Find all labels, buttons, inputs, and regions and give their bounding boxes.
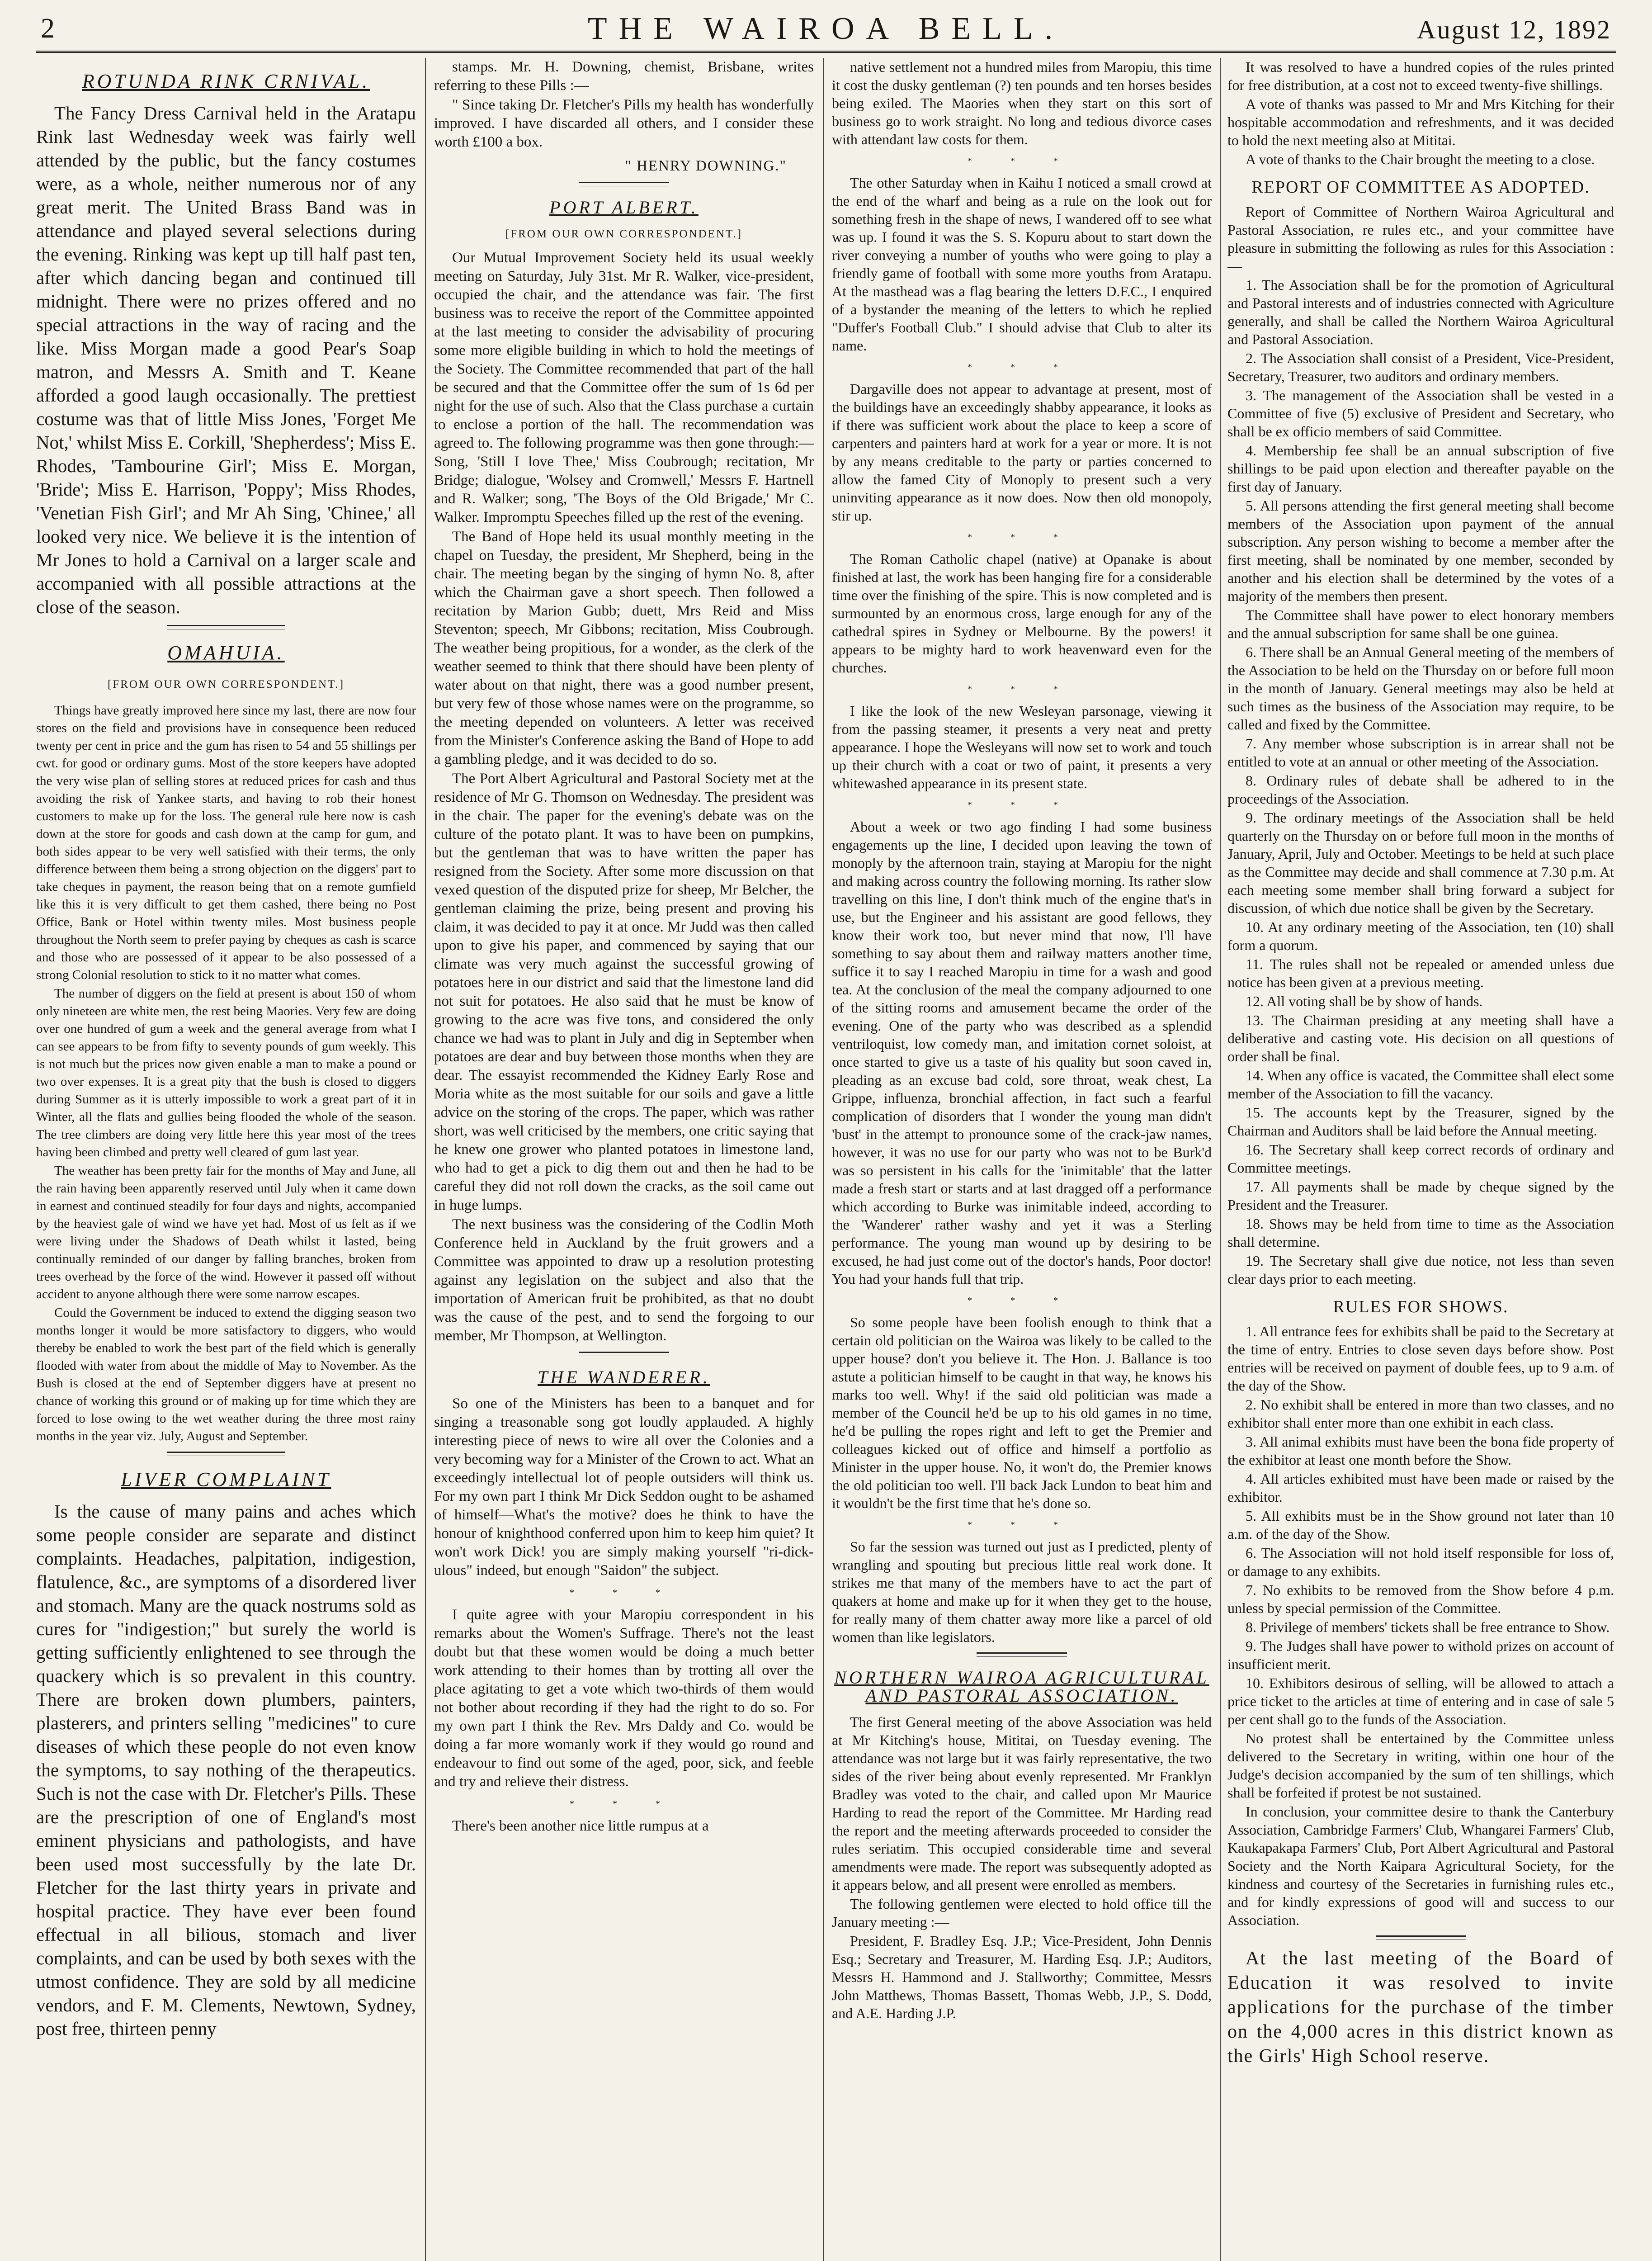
- column-1: [36, 58, 416, 2261]
- shows-heading: RULES FOR SHOWS.: [1333, 1297, 1509, 1316]
- article-paragraph: The Band of Hope held its usual monthly meeting in the chapel on Tuesday, the president, Mr Shepherd, being in the chair. The meeting began by the singing of hymn No. 8, after which the Chairman gave a short speech. Then followed a recitation by Marion Gubb; duett, Mrs Reid and Miss Steventon; speech, Mr Gibbons; recitation, Miss Coubrough. The weather being propitious, for a wonder, as the clerk of the weather seemed to think that there should have been plenty of water about on that night, there was a good number present, but very few of those whose names were on the programme, so the meeting depended on volunteers. A letter was received from the Minister's Conference asking the Band of Hope to add a gambling pledge, and it was decided to do so.: [434, 529, 814, 767]
- section-separator: * * *: [968, 156, 1076, 166]
- rule-item: 19. The Secretary shall give due notice, not less than seven clear days prior to each meeting.: [1227, 1253, 1614, 1287]
- section-ornament: [977, 1652, 1067, 1657]
- rule-item: 8. Privilege of members' tickets shall be free entrance to Show.: [1246, 1619, 1610, 1635]
- page-number: 2: [41, 13, 55, 44]
- rule-item: 2. The Association shall consist of a President, Vice-President, Secretary, Treasurer, two auditors and ordinary members.: [1227, 350, 1614, 384]
- section-ornament: [579, 182, 669, 186]
- rule-item: The Committee shall have power to elect honorary members and the annual subscription for same shall be one guinea.: [1227, 607, 1614, 641]
- section-separator: * * *: [570, 1799, 678, 1809]
- rule-item: 16. The Secretary shall keep correct records of ordinary and Committee meetings.: [1227, 1141, 1614, 1176]
- article-paragraph: About a week or two ago finding I had some business engagements up the line, I decided upon leaving the town of monoply by the afternoon train, staying at Maropiu for the night and making across country the following morning. Its rather slow travelling on this line, I don't think much of the engine that's in use, but the Engineer and his assistant are good fellows, they know their work too, but never mind that now, I'll have something to say about them and railway matters another time, suffice it to say I reached Maropiu in time for a wash and good tea. At the conclusion of the meal the company adjourned to one of the sitting rooms and amusement became the order of the evening. One of the party who was described as a splendid ventriloquist, low comedy man, and imitation cornet soloist, at once started to give us a taste of his quality but soon caved in, pleading as an excuse bad cold, sore throat, weak chest, La Grippe, influenza, bronchial affection, in fact such a fearful complication of disorders that I wonder the young man didn't 'bust' in the attempt to pronounce some of the crack-jaw names, however, it was no use for our party who was not to be Burk'd was so persistent in his calls for the 'inimitable' that the latter made a fresh start or starts and at last dragged off a performance which according to Burke was inimitable indeed, according to the 'Wanderer' rather washy and yet it was a Sterling performance. The young man wound up by desiring to be excused, he had just come out of the doctor's hands, Poor doctor! You had your hands full that trip.: [832, 818, 1212, 1287]
- rule-item: 7. No exhibits to be removed from the Show before 4 p.m. unless by special permission of the Committee.: [1227, 1582, 1614, 1616]
- correspondent-byline: [FROM OUR OWN CORRESPONDENT.]: [505, 228, 743, 240]
- article-paragraph: I quite agree with your Maropiu correspondent in his remarks about the Women's Suffrage. There's not the least doubt but that these women would be doing a much better work attending to their homes than by trotting all over the place agitating to get a vote which two-thirds of them would not bother about recording if they had the right to do so. For my own part I think the Rev. Mrs Daldy and Co. would be doing a far more womanly work if they would go round and endeavour to find out some of the aged, poor, sick, and feeble and try and relieve their distress.: [434, 1607, 814, 1790]
- newspaper-title: THE WAIROA BELL.: [587, 11, 1065, 46]
- article-paragraph: So one of the Ministers has been to a banquet and for singing a treasonable song got loudly applauded. A highly interesting piece of news to wire all over the Colonies and a very becoming way for a Minister of the Crown to act. What an exceedingly intellectual lot of people outsiders will think us. For my own part I think Mr Dick Seddon ought to be ashamed of himself—What's the motive? does he think to have the honour of knighthood conferred upon him to keep him quiet? It won't work Dick! you are simply making yourself "ri-dick-ulous" indeed, but enough "Saidon" the subject.: [434, 1395, 814, 1579]
- rule-item: 2. No exhibit shall be entered in more than two classes, and no exhibitor shall enter more than one exhibit in each class.: [1227, 1396, 1614, 1431]
- report-heading: REPORT OF COMMITTEE AS ADOPTED.: [1251, 178, 1590, 197]
- rule-item: 8. Ordinary rules of debate shall be adhered to in the proceedings of the Association.: [1227, 772, 1614, 807]
- section-separator: * * *: [968, 800, 1076, 810]
- article-paragraph: A vote of thanks to the Chair brought the meeting to a close.: [1246, 151, 1595, 167]
- rule-item: 1. The Association shall be for the promotion of Agricultural and Pastoral interests and of industries connected with Agriculture generally, and shall be called the Northern Wairoa Agricultural and Pastoral Association.: [1227, 277, 1614, 347]
- article-paragraph: The other Saturday when in Kaihu I noticed a small crowd at the end of the wharf and being as a rule on the look out for something fresh in the shape of news, I wandered off to see what was up. I found it was the S. S. Kopuru about to start down the river conveying a number of youths who were going to play a friendly game of football with some more youths from Aratapu. At the masthead was a flag bearing the letters D.F.C., I enquired of a bystander the meaning of the letters to which he replied "Duffer's Football Club." I should advise that Club to alter its name.: [832, 175, 1212, 354]
- rule-item: 6. There shall be an Annual General meeting of the members of the Association to be held on the Thursday on or before full moon in the month of January. General meetings may also be held at such times as the business of the Association may require, to be called and fixed by the Committee.: [1227, 644, 1614, 733]
- article-paragraph: The Roman Catholic chapel (native) at Opanake is about finished at last, the work has been hanging fire for a considerable time over the finishing of the spire. This is now completed and is surmounted by an enormous cross, large enough for any of the cathedral spires in Sydney or Melbourne. By the powers! it appears to be mighty hard to work heavenward even for the churches.: [832, 551, 1212, 676]
- article-paragraph: stamps. Mr. H. Downing, chemist, Brisbane, writes referring to these Pills :—: [434, 59, 814, 94]
- rule-item: 3. All animal exhibits must have been the bona fide property of the exhibitor at least one month before the Show.: [1227, 1433, 1614, 1468]
- section-separator: * * *: [968, 1296, 1076, 1306]
- rule-item: 17. All payments shall be made by cheque signed by the President and the Treasurer.: [1227, 1178, 1614, 1213]
- rule-item: 15. The accounts kept by the Treasurer, signed by the Chairman and Auditors shall be laid before the Annual meeting.: [1227, 1104, 1614, 1139]
- rule-item: 18. Shows may be held from time to time as the Association shall determine.: [1227, 1216, 1614, 1250]
- section-separator: * * *: [968, 532, 1076, 542]
- masthead: [41, 10, 1611, 50]
- rule-item: No protest shall be entertained by the Committee unless delivered to the Secretary in writing, within one hour of the Judge's decision accompanied by the sum of ten shillings, which shall be forfeited if protest be not sustained.: [1227, 1730, 1614, 1801]
- rule-item: In conclusion, your committee desire to thank the Canterbury Association, Cambridge Farmers' Club, Whangarei Farmers' Club, Kaukapakapa Farmers' Club, Port Albert Agricultural and Pastoral Society and the North Kaipara Agricultural Society, for the kindness and courtesy of the Secretaries in furnishing rules etc., and for kindly expressions of good will and success to our Association.: [1227, 1803, 1614, 1928]
- correspondent-byline: [FROM OUR OWN CORRESPONDENT.]: [107, 678, 345, 691]
- report-paragraph: Report of Committee of Northern Wairoa Agricultural and Pastoral Association, re rules etc., and your committee have pleasure in submitting the following as rules for this Association :—: [1227, 203, 1614, 274]
- rule-item: 4. All articles exhibited must have been made or raised by the exhibitor.: [1227, 1471, 1614, 1505]
- article-heading-rotunda: ROTUNDA RINK CRNIVAL.: [82, 70, 370, 92]
- section-separator: * * *: [968, 684, 1076, 694]
- rule-item: 10. At any ordinary meeting of the Association, ten (10) shall form a quorum.: [1227, 919, 1614, 953]
- rule-item: 14. When any office is vacated, the Committee shall elect some member of the Association to fill the vacancy.: [1227, 1067, 1614, 1102]
- article-heading-port-albert: PORT ALBERT.: [549, 197, 699, 218]
- article-heading-liver: LIVER COMPLAINT: [121, 1468, 331, 1490]
- rule-item: 5. All persons attending the first general meeting shall become members of the Association upon payment of the annual subscription. Any person wishing to become a member after the first meeting, shall be nominated by one member, seconded by another and his election shall be determined by the votes of a majority of the members then present.: [1227, 497, 1614, 604]
- rule-item: 9. The Judges shall have power to withold prizes on account of insufficient merit.: [1227, 1638, 1614, 1672]
- masthead-rule: [36, 51, 1616, 53]
- article-paragraph: The next business was the considering of the Codlin Moth Conference held in Auckland by the fruit growers and a Committee was appointed to draw up a resolution protesting against any legislation on the subject and also that the importation of American fruit be prohibited, as that no doubt was the cause of the pest, and to send the forgoing to our member, Mr Thompson, at Wellington.: [434, 1216, 814, 1344]
- article-heading-agricultural-association: NORTHERN WAIROA AGRICULTURAL AND PASTORAL ASSOCIATION.: [834, 1667, 1209, 1706]
- article-paragraph: The Port Albert Agricultural and Pastoral Society met at the residence of Mr G. Thomson on Wednesday. The president was in the chair. The paper for the evening's debate was on the culture of the potato plant. It was to have been on pumpkins, but the gentleman that was to have written the paper has resigned from the Society. After some more discussion on that vexed question of the disputed prize for sheep, Mr Belcher, the gentleman claiming the prize, being present and proving his claim, it was decided to pay it at once. Mr Judd was then called upon to give his paper, and commenced by saying that our climate was very much against the successful growing of potatoes here in our district and said that the limestone land did not suit for potatoes. He also said that he must be know of growing to the acre was five tons, and considered the only chance we had was to plant in July and dig in September when potatoes are dear and buy between those months when they are dear. The essayist recommended the Kidney Early Rose and Moria white as the most suitable for our soils and gave a little advice on the storing of the crops. The paper, which was rather short, was well criticised by the members, one critic saying that he knew one grower who planted potatoes in limestone land, who had to get a pick to dig them out and then he had to be careful they did not roll down the cracks, as the soil came out in huge lumps.: [434, 771, 814, 1213]
- article-paragraph: Dargaville does not appear to advantage at present, most of the buildings have an exceedingly shabby appearance, it looks as if there was sufficient work about the place to keep a score of carpenters and painters hard at work for a year or more. It is not by any means creditable to the party or parties concerned to allow the famed City of Monoply to present such a very uninviting appearance as it now does. Now then old monopoly, stir up.: [832, 381, 1212, 524]
- rule-item: 1. All entrance fees for exhibits shall be paid to the Secretary at the time of entry. Entries to close seven days before show. Post entries will be received on payment of double fees, up to 9 a.m. of the day of the Show.: [1227, 1323, 1614, 1394]
- article-paragraph: Things have greatly improved here since my last, there are now four stores on the field and provisions have in consequence been reduced twenty per cent in price and the gum has risen to 54 and 55 shillings per cwt. for good or ordinary gums. Most of the store keepers have adopted the very wise plan of selling stores at reduced prices for cash and thus avoiding the risk of Yankee starts, and having to rob their honest customers to make up for the loss. The general rule here now is cash down at the store for goods and cash down at the camp for gum, and both sides appear to be very well satisfied with their terms, the only difference between them being a strong objection on the diggers' part to take cheques in payment, the reason being that on a remote gumfield like this it is very difficult to get them cashed, there being no Post Office, Bank or Hotel within twenty miles. Most business people throughout the North seem to prefer paying by cheques as cash is scarce and those who are possessed of it appear to be also possessed of a strong Colonial resolution to stick to it no matter what comes.: [36, 703, 416, 982]
- section-separator: * * *: [968, 1520, 1076, 1530]
- article-paragraph: President, F. Bradley Esq. J.P.; Vice-President, John Dennis Esq.; Secretary and Treasurer, M. Harding Esq. J.P.; Auditors, Messrs H. Hammond and J. Stallworthy; Committee, Messrs John Matthews, Thomas Bassett, Thomas Webb, J.P., S. Dodd, and A.E. Harding J.P.: [832, 1933, 1212, 2021]
- article-paragraph: I like the look of the new Wesleyan parsonage, viewing it from the passing steamer, it presents a very neat and pretty appearance. I hope the Wesleyans will now set to work and touch up their church with a coat or two of paint, it presents a very whitewashed appearance in its present state.: [832, 703, 1212, 791]
- rule-item: 6. The Association will not hold itself responsible for loss of, or damage to any exhibits.: [1227, 1545, 1614, 1579]
- rule-item: 7. Any member whose subscription is in arrear shall not be entitled to vote at an annual or other meeting of the Association.: [1227, 735, 1614, 770]
- rule-item: 9. The ordinary meetings of the Association shall be held quarterly on the Thursday on or before full moon in the months of January, April, July and October. Meetings to be held at such place as the Committee may decide and shall commence at 7.30 p.m. At each meeting some member shall bring forward a subject for discussion, of which due notice shall be given by the Secretary.: [1227, 809, 1614, 916]
- section-separator: * * *: [570, 1588, 678, 1598]
- article-heading-wanderer: THE WANDERER.: [538, 1367, 710, 1387]
- section-ornament: [167, 625, 285, 629]
- rule-item: 13. The Chairman presiding at any meeting shall have a deliberative and casting vote. His decision on all questions of order shall be final.: [1227, 1012, 1614, 1064]
- article-paragraph: The number of diggers on the field at present is about 150 of whom only nineteen are white men, the rest being Maories. Very few are doing over one hundred of gum a week and the general average from what I can see appears to be from fifty to seventy pounds of gum weekly. This is not much but the prices now given enable a man to make a pound or two over expenses. It is a great pity that the bush is closed to diggers during Summer as it is utterly impossible to work a great part of it in Winter, all the flats and gullies being flooded the whole of the season. The tree climbers are doing very little here this year most of the trees having been climbed and pretty well cleared of gum last year.: [36, 986, 416, 1159]
- testimonial-signature: " HENRY DOWNING.": [625, 158, 787, 174]
- column-3: [832, 58, 1212, 2261]
- column-divider: [425, 58, 426, 2261]
- rule-item: 4. Membership fee shall be an annual subscription of five shillings to be paid upon election and thereafter payable on the first day of January.: [1227, 442, 1614, 495]
- board-of-education-notice: At the last meeting of the Board of Education it was resolved to invite applications for the purchase of the timber on the 4,000 acres in this district known as the Girls' High School reserve.: [1227, 1948, 1614, 2067]
- section-ornament: [167, 1452, 285, 1456]
- article-paragraph: The first General meeting of the above Association was held at Mr Kitching's house, Mititai, on Tuesday evening. The attendance was not large but it was fairly representative, the two sides of the river being about evenly represented. Mr Franklyn Bradley was voted to the chair, and called upon Mr Maurice Harding to read the report of the Committee. Mr Harding read the report and the meeting afterwards proceeded to consider the rules seriatim. This occupied considerable time and several amendments were made. The report was subsequently adopted as it appears below, and all present were enrolled as members.: [832, 1714, 1212, 1893]
- article-paragraph: native settlement not a hundred miles from Maropiu, this time it cost the dusky gentleman (?) ten pounds and ten horses besides being exiled. The Maories when they start on this sort of business go to work straight. No long and tedious divorce cases with attendant law costs for them.: [832, 59, 1212, 147]
- rule-item: 10. Exhibitors desirous of selling, will be allowed to attach a price ticket to the articles at time of entering and in case of sale 5 per cent shall go to the funds of the Association.: [1227, 1675, 1614, 1727]
- article-paragraph: There's been another nice little rumpus at a: [452, 1818, 709, 1834]
- article-paragraph: Could the Government be induced to extend the digging season two months longer it would be more satisfactory to diggers, who would thereby be enabled to work the best part of the field which is generally flooded with water from about the middle of May to November. As the Bush is closed at the end of September diggers have at present no chance of working this ground or of making up for time which they are forced to lose owing to the wet weather during the three most rainy months in the year viz. July, August and September.: [36, 1306, 416, 1443]
- article-paragraph: The Fancy Dress Carnival held in the Aratapu Rink last Wednesday week was fairly well attended by the public, but the fancy costumes were, as a whole, neither numerous nor of any great merit. The United Brass Band was in attendance and played several selections during the evening. Rinking was kept up till half past ten, after which dancing began and continued till midnight. There were no prizes offered and no special attractions in the way of racing and the like. Miss Morgan made a good Pear's Soap matron, and Messrs A. Smith and T. Keane afforded a good laugh occasionally. The prettiest costume was that of little Miss Jones, 'Forget Me Not,' whilst Miss E. Corkill, 'Shepherdess'; Miss E. Rhodes, 'Tambourine Girl'; Miss E. Morgan, 'Bride'; Miss E. Harrison, 'Poppy'; Miss Rhodes, 'Venetian Fish Girl'; and Mr Ah Sing, 'Chinee,' all looked very nice. We believe it is the intention of Mr Jones to hold a Carnival on a larger scale and accompanied with all possible attractions at the close of the season.: [36, 103, 416, 617]
- article-paragraph: Is the cause of many pains and aches which some people consider are separate and distinct complaints. Headaches, palpitation, indigestion, flatulence, &c., are symptoms of a disordered liver and stomach. Many are the quack nostrums sold as cures for "indigestion;" but surely the world is getting sufficiently enlightened to see through the quackery which is so prevalent in this country. There are broken down plumbers, painters, plasterers, and printers selling "medicines" to cure diseases of which these people do not even know the symptoms, to say nothing of the therapeutics. Such is not the case with Dr. Fletcher's Pills. These are the prescription of one of England's most eminent physicians and pathologists, and have been used most successfully by the late Dr. Fletcher for the last thirty years in private and hospital practice. They have ever been found effectual in all bilious, stomach and liver complaints, and can be used by both sexes with the utmost confidence. They are sold by all medicine vendors, and F. M. Clements, Newtown, Sydney, post free, thirteen penny: [36, 1501, 416, 2039]
- section-ornament: [579, 1352, 669, 1356]
- section-ornament: [1376, 1935, 1466, 1940]
- article-paragraph: So far the session was turned out just as I predicted, plenty of wrangling and spouting but precious little real work done. It strikes me that many of the members have to act the part of quakers at home and make up for it when they get to the house, for really many of them chatter away more like a parcel of old women than like legislators.: [832, 1538, 1212, 1645]
- article-paragraph: The weather has been pretty fair for the months of May and June, all the rain having been apparently reserved until July when it came down in earnest and continued steadily for four days and nights, accompanied by the heaviest gale of wind we have yet had. Most of us felt as if we were living under the Shadows of Death whilst it lasted, being continually reminded of our danger by falling branches, broken from trees overhead by the force of the wind. However it passed off without accident to anyone although there were some narrow escapes.: [36, 1164, 416, 1301]
- section-separator: * * *: [968, 362, 1076, 372]
- article-paragraph: It was resolved to have a hundred copies of the rules printed for free distribution, at a cost not to exceed twenty-five shillings.: [1227, 59, 1614, 93]
- column-divider: [823, 58, 824, 2261]
- article-paragraph: The following gentlemen were elected to hold office till the January meeting :—: [832, 1896, 1212, 1930]
- rule-item: 5. All exhibits must be in the Show ground not later than 10 a.m. of the day of the Show.: [1227, 1508, 1614, 1542]
- article-heading-omahuia: OMAHUIA.: [167, 642, 285, 664]
- rule-item: 3. The management of the Association shall be vested in a Committee of five (5) exclusive of President and Secretary, who shall be ex officio members of said Committee.: [1227, 387, 1614, 440]
- rule-item: 12. All voting shall be by show of hands.: [1246, 993, 1483, 1009]
- column-4: [1227, 58, 1614, 2261]
- article-paragraph: A vote of thanks was passed to Mr and Mrs Kitching for their hospitable accommodation and refreshments, and it was decided to hold the next meeting also at Mititai.: [1227, 96, 1614, 148]
- rule-item: 11. The rules shall not be repealed or amended unless due notice has been given at a previous meeting.: [1227, 956, 1614, 990]
- column-divider: [1220, 58, 1221, 2261]
- article-paragraph: Our Mutual Improvement Society held its usual weekly meeting on Saturday, July 31st. Mr R. Walker, vice-president, occupied the chair, and the attendance was fair. The first business was to receive the report of the Committee appointed at the last meeting to consider the advisability of procuring some more eligible building in which to hold the meetings of the Society. The Committee recommended that part of the hall be secured and that the Committee offer the sum of 1s 6d per night for the use of such. Also that the Class purchase a curtain to enclose a portion of the hall. The recommendation was agreed to. The following programme was then gone through:—Song, 'Still I love Thee,' Miss Coubrough; recitation, Mr Bridge; dialogue, 'Wolsey and Cromwell,' Messrs F. Hartnell and R. Walker; song, 'The Boys of the Old Brigade,' Mr C. Walker. Impromptu Speeches filled up the rest of the evening.: [434, 250, 814, 525]
- issue-date: August 12, 1892: [1416, 15, 1611, 44]
- article-paragraph: So some people have been foolish enough to think that a certain old politician on the Wairoa was likely to be called to the upper house? don't you believe it. The Hon. J. Ballance is too astute a politician himself to be caught in that way, he knows his marks too well. Why! if the said old politician was made a member of the Council he'd be up to his old games in no time, he'd be pulling the ropes right and left to get the Premier and colleagues kicked out of office and himself a portfolio as Minister in the upper house. No, it won't do, the Premier knows the old politician too well. I'll back Jack Lundon to beat him and it wouldn't be the first time that he's done so.: [832, 1314, 1212, 1511]
- article-paragraph: " Since taking Dr. Fletcher's Pills my health has wonderfully improved. I have discarded all others, and I consider these worth £100 a box.: [434, 97, 814, 150]
- column-2: [434, 58, 814, 2261]
